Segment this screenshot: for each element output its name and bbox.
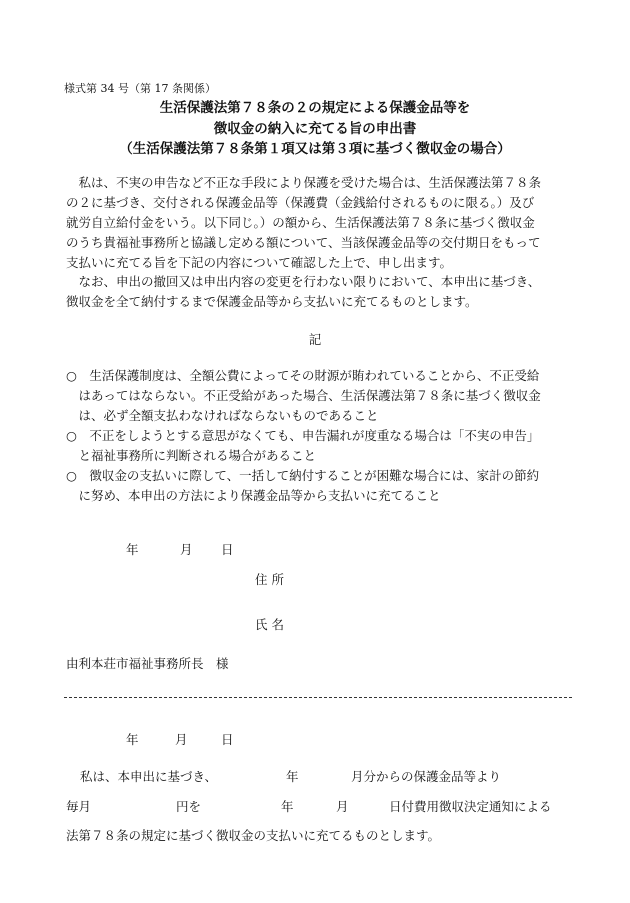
item-line: に努め、本申出の方法により保護金品等から支払いに充てること [66, 488, 441, 503]
lower-date-month-label: 月 [175, 732, 188, 747]
item-line: と福祉事務所に判断される場合があること [66, 448, 317, 463]
date-day-label: 日 [221, 542, 234, 557]
form-number: 様式第 34 号（第 17 条関係） [64, 82, 216, 95]
lower-line-2-month: 月 [336, 799, 349, 814]
lower-date-year-label: 年 [126, 732, 139, 747]
item-line: ○ 徴収金の支払いに際して、一括して納付することが困難な場合には、家計の節約 [66, 468, 540, 483]
paragraph-2-line: なお、申出の撤回又は申出内容の変更を行わない限りにおいて、本申出に基づき、 [66, 274, 541, 289]
item-line: ○ 不正をしようとする意思がなくても、申告漏れが度重なる場合は「不実の申告」 [66, 428, 540, 443]
confirmation-item-1 [66, 366, 541, 426]
lower-line-1-start: 私は、本申出に基づき、 [80, 769, 218, 784]
lower-date-day-label: 日 [221, 732, 234, 747]
lower-line-2-yen: 円を [176, 799, 202, 814]
paragraph-1-line: 支払いに充てる旨を下記の内容について確認した上で、申し出ます。 [66, 255, 453, 270]
lower-line-2-year: 年 [281, 799, 294, 814]
date-month-label: 月 [180, 542, 193, 557]
paragraph-1-line: 就労自立給付金をいう。以下同じ。）の額から、生活保護法第７８条に基づく徴収金 [66, 215, 535, 230]
name-label: 氏 名 [255, 617, 284, 632]
title-line-2: 徴収金の納入に充てる旨の申出書 [213, 121, 417, 137]
cut-line-divider [64, 697, 572, 698]
lower-line-2-start: 毎月 [66, 799, 92, 814]
paragraph-1-line: のうち貴福祉事務所と協議し定める額について、当該保護金品等の交付期日をもって [66, 235, 541, 250]
date-year-label: 年 [126, 542, 139, 557]
paragraph-1-line: の２に基づき、交付される保護金品等（保護費（金銭給付されるものに限る。）及び [66, 195, 535, 210]
paragraph-2 [66, 272, 540, 312]
lower-line-2-end: 日付費用徴収決定通知による [389, 799, 552, 814]
addressee: 由利本荘市福祉事務所長 様 [66, 656, 229, 671]
title-line-1: 生活保護法第７８条の２の規定による保護金品等を [159, 100, 471, 116]
confirmation-item-3 [66, 466, 539, 506]
item-line: ○ 生活保護制度は、全額公費によってその財源が賄われていることから、不正受給 [66, 368, 540, 383]
address-label: 住 所 [255, 572, 284, 587]
lower-line-3: 法第７８条の規定に基づく徴収金の支払いに充てるものとします。 [66, 828, 441, 843]
lower-line-1-year: 年 [286, 769, 299, 784]
paragraph-1-line: 私は、不実の申告など不正な手段により保護を受けた場合は、生活保護法第７８条 [66, 175, 542, 190]
paragraph-1 [66, 173, 541, 273]
title-line-3: （生活保護法第７８条第１項又は第３項に基づく徴収金の場合） [119, 141, 511, 157]
item-line: は、必ず全額支払わなければならないものであること [66, 408, 379, 423]
paragraph-2-line: 徴収金を全て納付するまで保護金品等から支払いに充てるものとします。 [66, 294, 478, 309]
lower-line-1-end: 月分からの保護金品等より [351, 769, 502, 784]
ki-heading: 記 [308, 332, 322, 347]
item-line: はあってはならない。不正受給があった場合、生活保護法第７８条に基づく徴収金 [66, 388, 541, 403]
confirmation-item-2 [66, 426, 539, 466]
